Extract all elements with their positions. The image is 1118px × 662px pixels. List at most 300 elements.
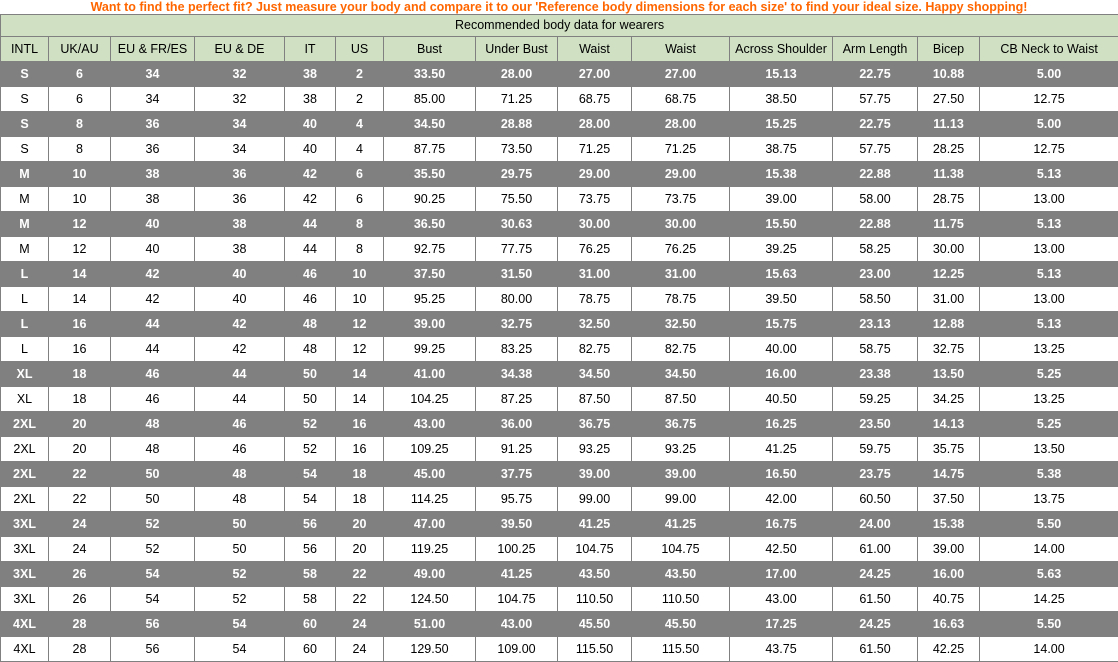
cell: 87.75 (384, 137, 476, 162)
cell: 14.13 (918, 412, 980, 437)
cell: 57.75 (833, 137, 918, 162)
cell: 56 (285, 512, 336, 537)
cell: 42 (195, 312, 285, 337)
cell: 10.88 (918, 62, 980, 87)
table-row (1, 262, 1118, 287)
cell: 34.50 (384, 112, 476, 137)
cell: 4XL (1, 612, 49, 637)
table-row (1, 612, 1118, 637)
cell: 14 (49, 262, 111, 287)
cell: 2 (336, 62, 384, 87)
cell: 52 (111, 537, 195, 562)
cell: L (1, 337, 49, 362)
cell: 28.00 (558, 112, 632, 137)
cell: 16.25 (730, 412, 833, 437)
cell: 44 (285, 237, 336, 262)
cell: 15.75 (730, 312, 833, 337)
cell: 46 (285, 262, 336, 287)
cell: 29.75 (476, 162, 558, 187)
table-row (1, 512, 1118, 537)
cell: 4 (336, 137, 384, 162)
cell: 54 (285, 462, 336, 487)
cell: 52 (111, 512, 195, 537)
cell: 5.50 (980, 512, 1118, 537)
cell: 32.75 (476, 312, 558, 337)
cell: 43.75 (730, 637, 833, 662)
table-subtitle: Recommended body data for wearers (1, 15, 1118, 37)
cell: 3XL (1, 512, 49, 537)
table-row (1, 87, 1118, 112)
cell: 44 (285, 212, 336, 237)
cell: 13.00 (980, 187, 1118, 212)
cell: 20 (49, 437, 111, 462)
table-row (1, 537, 1118, 562)
cell: 12 (336, 337, 384, 362)
cell: L (1, 312, 49, 337)
cell: 44 (111, 337, 195, 362)
cell: 2XL (1, 462, 49, 487)
cell: 29.00 (632, 162, 730, 187)
cell: 48 (111, 437, 195, 462)
cell: 2XL (1, 487, 49, 512)
cell: 8 (49, 112, 111, 137)
cell: 12.25 (918, 262, 980, 287)
cell: 32.75 (918, 337, 980, 362)
cell: 50 (195, 512, 285, 537)
table-row (1, 437, 1118, 462)
cell: 40.00 (730, 337, 833, 362)
cell: 24 (49, 537, 111, 562)
cell: 14.25 (980, 587, 1118, 612)
cell: S (1, 112, 49, 137)
cell: 8 (49, 137, 111, 162)
cell: 42 (111, 262, 195, 287)
cell: 46 (111, 362, 195, 387)
cell: 23.38 (833, 362, 918, 387)
cell: 31.00 (632, 262, 730, 287)
cell: 40.75 (918, 587, 980, 612)
cell: 54 (285, 487, 336, 512)
cell: M (1, 237, 49, 262)
cell: 10 (336, 262, 384, 287)
cell: 34 (195, 112, 285, 137)
cell: 24.25 (833, 612, 918, 637)
cell: 58 (285, 587, 336, 612)
cell: 54 (195, 612, 285, 637)
table-row (1, 637, 1118, 662)
cell: 82.75 (632, 337, 730, 362)
table-row (1, 137, 1118, 162)
cell: 44 (111, 312, 195, 337)
cell: 42 (195, 337, 285, 362)
cell: 51.00 (384, 612, 476, 637)
cell: 40 (195, 262, 285, 287)
cell: 104.25 (384, 387, 476, 412)
table-row (1, 162, 1118, 187)
cell: 73.75 (558, 187, 632, 212)
cell: 34.25 (918, 387, 980, 412)
cell: 47.00 (384, 512, 476, 537)
cell: 24.00 (833, 512, 918, 537)
table-row (1, 187, 1118, 212)
cell: 33.50 (384, 62, 476, 87)
cell: 28.25 (918, 137, 980, 162)
cell: 43.00 (476, 612, 558, 637)
cell: 60.50 (833, 487, 918, 512)
cell: 2 (336, 87, 384, 112)
cell: 48 (195, 487, 285, 512)
cell: 58.00 (833, 187, 918, 212)
cell: 46 (195, 412, 285, 437)
cell: 16.63 (918, 612, 980, 637)
cell: 14.75 (918, 462, 980, 487)
cell: 12.88 (918, 312, 980, 337)
cell: 41.25 (476, 562, 558, 587)
cell: 12 (336, 312, 384, 337)
cell: 87.25 (476, 387, 558, 412)
cell: 109.25 (384, 437, 476, 462)
cell: 92.75 (384, 237, 476, 262)
cell: 110.50 (558, 587, 632, 612)
table-row (1, 287, 1118, 312)
column-header: US (336, 37, 384, 62)
cell: 5.13 (980, 212, 1118, 237)
cell: 16.50 (730, 462, 833, 487)
cell: 115.50 (558, 637, 632, 662)
cell: 6 (49, 62, 111, 87)
cell: 99.00 (558, 487, 632, 512)
cell: 42 (285, 187, 336, 212)
cell: L (1, 287, 49, 312)
cell: 76.25 (558, 237, 632, 262)
cell: 41.25 (730, 437, 833, 462)
column-header: Waist (632, 37, 730, 62)
cell: 13.75 (980, 487, 1118, 512)
cell: 38 (111, 187, 195, 212)
cell: 22.75 (833, 112, 918, 137)
cell: 38 (195, 237, 285, 262)
cell: M (1, 162, 49, 187)
cell: 5.50 (980, 612, 1118, 637)
cell: 48 (195, 462, 285, 487)
cell: 104.75 (558, 537, 632, 562)
cell: 5.13 (980, 262, 1118, 287)
cell: 18 (49, 387, 111, 412)
cell: 30.63 (476, 212, 558, 237)
cell: 85.00 (384, 87, 476, 112)
cell: 22.75 (833, 62, 918, 87)
cell: 99.00 (632, 487, 730, 512)
cell: S (1, 62, 49, 87)
cell: 5.00 (980, 62, 1118, 87)
cell: 50 (195, 537, 285, 562)
column-header: IT (285, 37, 336, 62)
cell: 76.25 (632, 237, 730, 262)
column-header: CB Neck to Waist (980, 37, 1118, 62)
cell: 36 (195, 162, 285, 187)
cell: 68.75 (558, 87, 632, 112)
cell: 29.00 (558, 162, 632, 187)
cell: 71.25 (558, 137, 632, 162)
cell: 16.00 (730, 362, 833, 387)
cell: 13.25 (980, 387, 1118, 412)
cell: 38 (111, 162, 195, 187)
cell: 31.00 (918, 287, 980, 312)
cell: 12 (49, 212, 111, 237)
cell: 109.00 (476, 637, 558, 662)
column-header: Bicep (918, 37, 980, 62)
cell: 15.25 (730, 112, 833, 137)
cell: 22.88 (833, 212, 918, 237)
cell: 52 (195, 587, 285, 612)
cell: 52 (285, 437, 336, 462)
cell: 28 (49, 612, 111, 637)
cell: 43.00 (730, 587, 833, 612)
cell: 119.25 (384, 537, 476, 562)
cell: 13.00 (980, 237, 1118, 262)
cell: 16.00 (918, 562, 980, 587)
cell: 100.25 (476, 537, 558, 562)
cell: 40 (285, 137, 336, 162)
cell: 6 (336, 187, 384, 212)
cell: 28.75 (918, 187, 980, 212)
cell: 15.50 (730, 212, 833, 237)
cell: 77.75 (476, 237, 558, 262)
cell: 13.50 (980, 437, 1118, 462)
cell: 58.25 (833, 237, 918, 262)
cell: 93.25 (632, 437, 730, 462)
cell: 38.75 (730, 137, 833, 162)
cell: 43.50 (558, 562, 632, 587)
cell: 27.50 (918, 87, 980, 112)
cell: 45.00 (384, 462, 476, 487)
column-header: INTL (1, 37, 49, 62)
cell: 52 (195, 562, 285, 587)
cell: M (1, 212, 49, 237)
cell: 41.00 (384, 362, 476, 387)
cell: 46 (111, 387, 195, 412)
cell: 36 (195, 187, 285, 212)
cell: 13.25 (980, 337, 1118, 362)
cell: 11.75 (918, 212, 980, 237)
cell: 56 (111, 637, 195, 662)
cell: 42 (111, 287, 195, 312)
cell: 6 (49, 87, 111, 112)
column-header: EU & DE (195, 37, 285, 62)
cell: 8 (336, 237, 384, 262)
cell: 78.75 (558, 287, 632, 312)
cell: 60 (285, 612, 336, 637)
cell: 30.00 (918, 237, 980, 262)
cell: 3XL (1, 587, 49, 612)
cell: 50 (111, 462, 195, 487)
cell: 5.38 (980, 462, 1118, 487)
cell: 22 (336, 562, 384, 587)
cell: 20 (336, 512, 384, 537)
table-row (1, 112, 1118, 137)
cell: 54 (111, 587, 195, 612)
column-header: EU & FR/ES (111, 37, 195, 62)
cell: 16 (49, 312, 111, 337)
cell: S (1, 137, 49, 162)
cell: 90.25 (384, 187, 476, 212)
cell: 27.00 (558, 62, 632, 87)
cell: 83.25 (476, 337, 558, 362)
cell: 99.25 (384, 337, 476, 362)
cell: 104.75 (476, 587, 558, 612)
table-row (1, 412, 1118, 437)
table-body (1, 15, 1118, 662)
cell: 56 (111, 612, 195, 637)
cell: 30.00 (632, 212, 730, 237)
cell: 39.00 (918, 537, 980, 562)
cell: 28 (49, 637, 111, 662)
cell: 5.63 (980, 562, 1118, 587)
cell: 15.13 (730, 62, 833, 87)
cell: S (1, 87, 49, 112)
cell: 45.50 (558, 612, 632, 637)
table-row (1, 462, 1118, 487)
cell: 95.75 (476, 487, 558, 512)
cell: 60 (285, 637, 336, 662)
column-header: Under Bust (476, 37, 558, 62)
cell: 14.00 (980, 637, 1118, 662)
column-header: UK/AU (49, 37, 111, 62)
cell: 8 (336, 212, 384, 237)
cell: 10 (49, 187, 111, 212)
cell: 58 (285, 562, 336, 587)
cell: 46 (285, 287, 336, 312)
cell: 2XL (1, 437, 49, 462)
cell: 48 (285, 312, 336, 337)
table-row (1, 337, 1118, 362)
cell: 40 (285, 112, 336, 137)
cell: 17.25 (730, 612, 833, 637)
cell: 73.75 (632, 187, 730, 212)
cell: 23.13 (833, 312, 918, 337)
cell: 26 (49, 562, 111, 587)
table-row (1, 387, 1118, 412)
table-row (1, 487, 1118, 512)
cell: 59.75 (833, 437, 918, 462)
cell: 39.00 (730, 187, 833, 212)
cell: 15.38 (918, 512, 980, 537)
cell: 18 (336, 462, 384, 487)
cell: 16 (49, 337, 111, 362)
cell: 61.00 (833, 537, 918, 562)
cell: 54 (111, 562, 195, 587)
table-row (1, 62, 1118, 87)
cell: 50 (285, 387, 336, 412)
cell: 59.25 (833, 387, 918, 412)
size-chart-table (0, 14, 1118, 662)
cell: 3XL (1, 537, 49, 562)
cell: 36.75 (558, 412, 632, 437)
cell: 6 (336, 162, 384, 187)
cell: 24 (336, 637, 384, 662)
cell: 37.50 (384, 262, 476, 287)
cell: 30.00 (558, 212, 632, 237)
cell: 34 (111, 87, 195, 112)
cell: 32.50 (632, 312, 730, 337)
cell: 61.50 (833, 637, 918, 662)
cell: 71.25 (632, 137, 730, 162)
cell: 40 (195, 287, 285, 312)
cell: 22 (49, 487, 111, 512)
table-header-row (1, 37, 1118, 62)
cell: 39.00 (384, 312, 476, 337)
cell: 4XL (1, 637, 49, 662)
cell: 54 (195, 637, 285, 662)
cell: XL (1, 387, 49, 412)
cell: 35.50 (384, 162, 476, 187)
column-header: Arm Length (833, 37, 918, 62)
table-subtitle-row (1, 15, 1118, 37)
cell: 18 (49, 362, 111, 387)
cell: 37.75 (476, 462, 558, 487)
cell: 46 (195, 437, 285, 462)
cell: 32 (195, 62, 285, 87)
cell: 14 (336, 387, 384, 412)
cell: 45.50 (632, 612, 730, 637)
table-row (1, 237, 1118, 262)
cell: 14.00 (980, 537, 1118, 562)
cell: 22 (336, 587, 384, 612)
cell: 16.75 (730, 512, 833, 537)
cell: 34 (111, 62, 195, 87)
cell: 32 (195, 87, 285, 112)
cell: 39.50 (476, 512, 558, 537)
cell: 34.38 (476, 362, 558, 387)
cell: 2XL (1, 412, 49, 437)
cell: 22 (49, 462, 111, 487)
cell: 50 (111, 487, 195, 512)
cell: 18 (336, 487, 384, 512)
cell: 24.25 (833, 562, 918, 587)
cell: XL (1, 362, 49, 387)
cell: 50 (285, 362, 336, 387)
cell: 71.25 (476, 87, 558, 112)
cell: 37.50 (918, 487, 980, 512)
cell: M (1, 187, 49, 212)
cell: 73.50 (476, 137, 558, 162)
cell: 87.50 (558, 387, 632, 412)
cell: 48 (111, 412, 195, 437)
cell: 22.88 (833, 162, 918, 187)
cell: 93.25 (558, 437, 632, 462)
cell: 114.25 (384, 487, 476, 512)
cell: 36.00 (476, 412, 558, 437)
table-row (1, 312, 1118, 337)
cell: 4 (336, 112, 384, 137)
cell: 95.25 (384, 287, 476, 312)
cell: 5.00 (980, 112, 1118, 137)
cell: 12.75 (980, 137, 1118, 162)
cell: 44 (195, 362, 285, 387)
cell: 49.00 (384, 562, 476, 587)
cell: 34.50 (558, 362, 632, 387)
cell: 5.13 (980, 312, 1118, 337)
column-header: Bust (384, 37, 476, 62)
table-row (1, 562, 1118, 587)
cell: 129.50 (384, 637, 476, 662)
cell: 35.75 (918, 437, 980, 462)
cell: 32.50 (558, 312, 632, 337)
cell: 15.38 (730, 162, 833, 187)
cell: 24 (336, 612, 384, 637)
cell: 115.50 (632, 637, 730, 662)
cell: 104.75 (632, 537, 730, 562)
